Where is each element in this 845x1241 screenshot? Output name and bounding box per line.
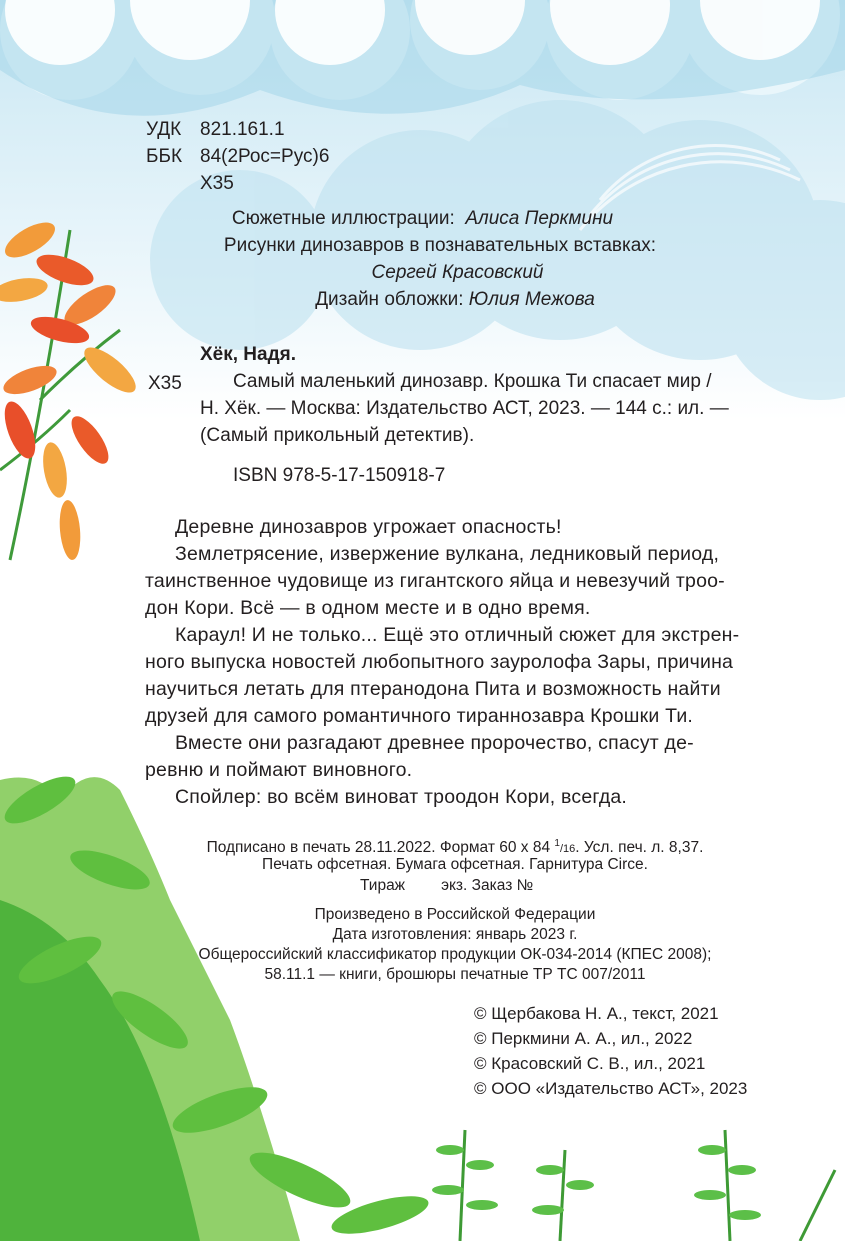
udk-label: УДК [146, 119, 182, 140]
production-line: Дата изготовления: январь 2023 г. [332, 926, 578, 943]
annotation-line: Спойлер: во всём виноват троодон Кори, всегда. [175, 786, 628, 808]
production-line: Общероссийский классификатор продукции ОК-034-2014 (КПЕС 2008); [198, 946, 712, 963]
annotation-line: ревню и поймают виновного. [145, 759, 413, 781]
annotation-line: дон Кори. Всё — в одном месте и в одно время. [145, 597, 591, 619]
imprint-line-2: Печать офсетная. Бумага офсетная. Гарнитура Circe. [262, 856, 648, 873]
annotation-line: таинственное чудовище из гигантского яйца и невезучий трoo- [145, 570, 725, 592]
fern-stems [460, 1130, 835, 1241]
bib-line-1: Самый маленький динозавр. Крошка Ти спасает мир / [233, 371, 712, 392]
isbn: ISBN 978-5-17-150918-7 [233, 465, 446, 486]
bbk-label: ББК [146, 146, 183, 167]
credit-dino-label: Рисунки динозавров в познавательных вставках: [223, 235, 657, 256]
imprint-line-3: Тираж экз. Заказ № [360, 877, 534, 894]
bbk-value: 84(2Рос=Рус)6 [200, 146, 330, 167]
annotation-line: друзей для самого романтичного тираннозавра Крошки Ти. [145, 705, 694, 727]
annotation-line: Караул! И не только... Ещё это отличный сюжет для экстрен- [175, 624, 740, 646]
credit-illustrations: Сюжетные иллюстрации: Алиса Перкмини [231, 208, 614, 229]
bib-author: Хёк, Надя. [200, 344, 297, 365]
production-line: 58.11.1 — книги, брошюры печатные ТР ТС 007/2011 [264, 966, 646, 983]
annotation-line: Землетрясение, извержение вулкана, ледниковый период, [175, 543, 720, 565]
copyright-line: © ООО «Издательство АСТ», 2023 [474, 1079, 748, 1098]
annotation-line: Деревне динозавров угрожает опасность! [175, 516, 562, 538]
annotation-line: Вместе они разгадают древнее пророчество, спасут де- [175, 732, 694, 754]
credit-cover: Дизайн обложки: Юлия Межова [315, 289, 595, 310]
imprint-line-1: Подписано в печать 28.11.2022. Формат 60 x 84 $^1$/16. Усл. печ. л. 8,37. [206, 838, 704, 857]
annotation-line: научиться летать для птеранодона Пита и возможность найти [145, 678, 721, 700]
bib-mark: Х35 [148, 373, 182, 394]
annotation-line: ного выпуска новостей любопытного зауролофа Зары, причина [145, 651, 734, 673]
copyright-line: © Щербакова Н. А., текст, 2021 [474, 1004, 719, 1023]
credit-dino-name: Сергей Красовский [371, 262, 544, 283]
production-line: Произведено в Российской Федерации [314, 906, 596, 923]
copyright-line: © Перкмини А. А., ил., 2022 [474, 1029, 693, 1048]
bib-line-3: (Самый прикольный детектив). [200, 425, 475, 446]
bib-line-2: Н. Хёк. — Москва: Издательство АСТ, 2023. — 144 с.: ил. — [200, 398, 729, 419]
author-mark: Х35 [200, 173, 234, 194]
udk-value: 821.161.1 [200, 119, 285, 140]
copyright-line: © Красовский С. В., ил., 2021 [474, 1054, 706, 1073]
